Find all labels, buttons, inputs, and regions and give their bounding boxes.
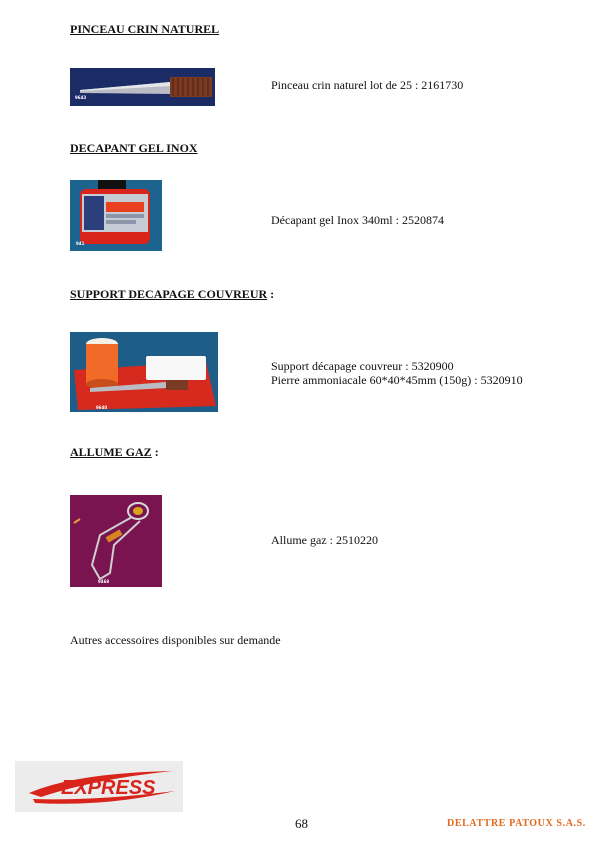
page-number: 68 <box>295 816 308 831</box>
description-line: Décapant gel Inox 340ml : 2520874 <box>271 213 444 227</box>
description-allume-gaz <box>271 533 378 547</box>
gas-lighter-photo <box>70 495 162 587</box>
gel-can-photo <box>70 180 162 251</box>
section-heading-decapant <box>70 141 198 156</box>
lighter-icon <box>70 495 162 587</box>
other-accessories-note: Autres accessoires disponibles sur demande <box>70 633 281 647</box>
product-code-label: 9468 <box>98 579 110 584</box>
product-code-label: 9640 <box>96 405 108 410</box>
section-heading-pinceau <box>70 22 219 37</box>
support-tray-photo <box>70 332 218 412</box>
description-line: Allume gaz : 2510220 <box>271 533 378 547</box>
express-logo-icon <box>15 761 183 812</box>
description-pinceau <box>271 78 463 92</box>
express-logo <box>15 761 183 812</box>
heading-text: SUPPORT DECAPAGE COUVREUR <box>70 287 268 301</box>
logo-wordmark: EXPRESS <box>61 777 156 799</box>
brush-icon <box>70 68 215 106</box>
tray-icon <box>70 332 218 412</box>
product-code-label: 9643 <box>75 95 87 100</box>
company-name: DELATTRE PATOUX S.A.S. <box>447 818 586 829</box>
description-line: Support décapage couvreur : 5320900 <box>271 359 454 373</box>
heading-text: PINCEAU CRIN NATUREL <box>70 22 220 36</box>
heading-text: DECAPANT GEL INOX <box>70 141 198 155</box>
product-code-label: 941 <box>76 241 85 246</box>
description-support <box>271 359 523 387</box>
description-decapant <box>271 213 444 227</box>
section-heading-allume-gaz: ALLUME GAZ : <box>70 445 159 459</box>
brush-photo <box>70 68 215 106</box>
section-heading-support: SUPPORT DECAPAGE COUVREUR : <box>70 287 275 301</box>
description-line: Pinceau crin naturel lot de 25 : 2161730 <box>271 78 464 92</box>
heading-text: ALLUME GAZ <box>70 445 152 459</box>
description-line: Pierre ammoniacale 60*40*45mm (150g) : 5320910 <box>271 373 523 387</box>
